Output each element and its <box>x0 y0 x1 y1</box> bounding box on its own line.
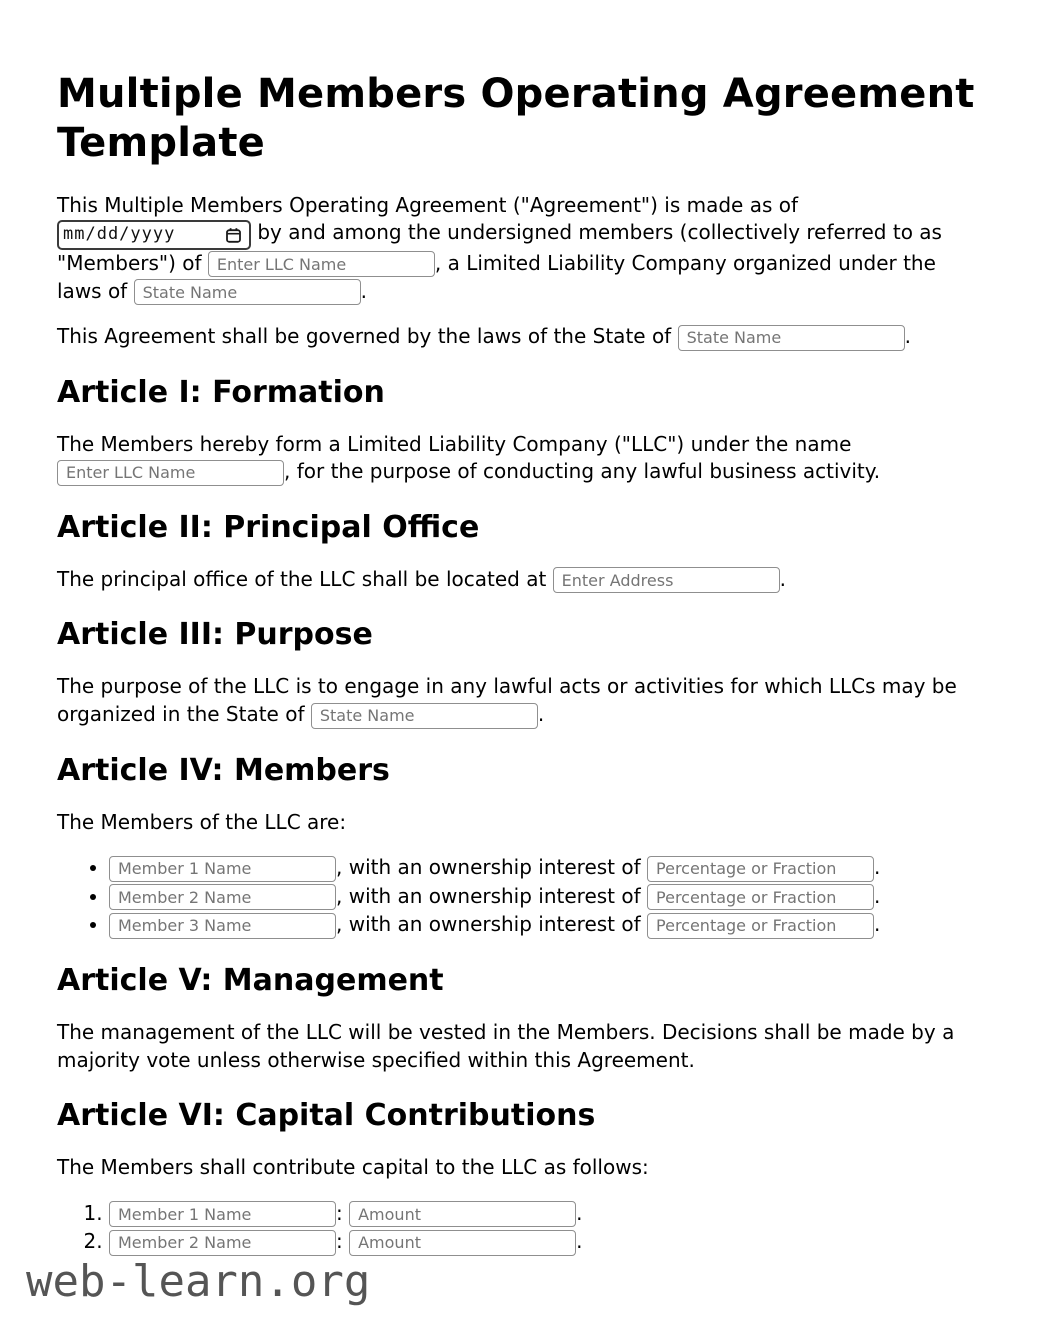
governing-law-paragraph <box>57 323 980 351</box>
governing-state-input[interactable] <box>678 325 905 351</box>
llc-name-input[interactable] <box>208 251 435 277</box>
management-paragraph: The management of the LLC will be vested in the Members. Decisions shall be made by a majority vote unless otherwise specified within this Agreement. <box>57 1020 955 1072</box>
contribution-1-separator: : <box>336 1200 350 1225</box>
watermark: web-learn.org <box>26 1256 371 1307</box>
calendar-icon[interactable] <box>225 227 242 243</box>
member-3-mid-text: , with an ownership interest of <box>336 912 648 937</box>
governing-period: . <box>904 324 911 349</box>
date-placeholder-text: mm/dd/yyyy <box>63 224 176 245</box>
intro-paragraph <box>57 192 980 306</box>
contribution-row-2 <box>109 1228 980 1256</box>
contributions-intro-text: The Members shall contribute capital to the LLC as follows: <box>57 1155 649 1180</box>
contribution-1-amount-input[interactable] <box>349 1201 576 1227</box>
member-2-mid-text: , with an ownership interest of <box>336 883 648 908</box>
contribution-2-period: . <box>576 1229 583 1254</box>
article-2-paragraph <box>57 566 980 594</box>
article-4-heading: Article IV: Members <box>57 752 390 788</box>
contribution-1-period: . <box>576 1200 583 1225</box>
contributions-list <box>57 1200 980 1256</box>
member-1-ownership-input[interactable] <box>647 856 874 882</box>
office-text-before: The principal office of the LLC shall be located at <box>57 566 553 591</box>
member-2-period: . <box>874 883 881 908</box>
member-3-name-input[interactable] <box>109 913 336 939</box>
contribution-2-name-input[interactable] <box>109 1230 336 1256</box>
contribution-row-1 <box>109 1200 980 1228</box>
purpose-text-before: The purpose of the LLC is to engage in any lawful acts or activities for which LLCs may be organized in the State of <box>57 674 957 727</box>
article-3-paragraph <box>57 673 980 728</box>
member-row-1 <box>109 854 980 882</box>
member-3-ownership-input[interactable] <box>647 913 874 939</box>
governing-text: This Agreement shall be governed by the laws of the State of <box>57 324 678 349</box>
purpose-state-input[interactable] <box>311 703 538 729</box>
article-5-heading: Article V: Management <box>57 963 444 999</box>
formation-text-after: , for the purpose of conducting any lawful business activity. <box>284 459 881 484</box>
contribution-2-separator: : <box>336 1229 350 1254</box>
member-2-ownership-input[interactable] <box>647 884 874 910</box>
article-1-paragraph <box>57 431 980 486</box>
contribution-1-name-input[interactable] <box>109 1201 336 1227</box>
member-row-3 <box>109 911 980 939</box>
member-1-mid-text: , with an ownership interest of <box>336 855 648 880</box>
article-2-heading: Article II: Principal Office <box>57 509 480 545</box>
purpose-period: . <box>537 702 545 727</box>
member-row-2 <box>109 883 980 911</box>
member-1-name-input[interactable] <box>109 856 336 882</box>
formation-llc-name-input[interactable] <box>57 460 284 486</box>
members-list <box>57 854 980 939</box>
organized-state-input[interactable] <box>134 279 361 305</box>
intro-period: . <box>360 278 367 303</box>
intro-text-after-date: by and among the undersigned members (collectively referred to as "Members") of <box>57 220 942 275</box>
agreement-date-input[interactable] <box>57 220 251 250</box>
intro-text-before-date: This Multiple Members Operating Agreement ("Agreement") is made as of <box>57 192 799 217</box>
office-period: . <box>779 566 787 591</box>
members-intro-text: The Members of the LLC are: <box>57 809 347 834</box>
formation-text-before: The Members hereby form a Limited Liability Company ("LLC") under the name <box>57 431 852 456</box>
article-6-heading: Article VI: Capital Contributions <box>57 1098 596 1134</box>
page-title: Multiple Members Operating Agreement Template <box>57 71 975 166</box>
article-3-heading: Article III: Purpose <box>57 617 373 653</box>
member-2-name-input[interactable] <box>109 884 336 910</box>
intro-text-after-llc: , a Limited Liability Company organized under the laws of <box>57 250 936 303</box>
member-1-period: . <box>874 855 881 880</box>
member-3-period: . <box>874 912 881 937</box>
article-1-heading: Article I: Formation <box>57 374 385 410</box>
contribution-2-amount-input[interactable] <box>349 1230 576 1256</box>
principal-office-address-input[interactable] <box>553 567 780 593</box>
